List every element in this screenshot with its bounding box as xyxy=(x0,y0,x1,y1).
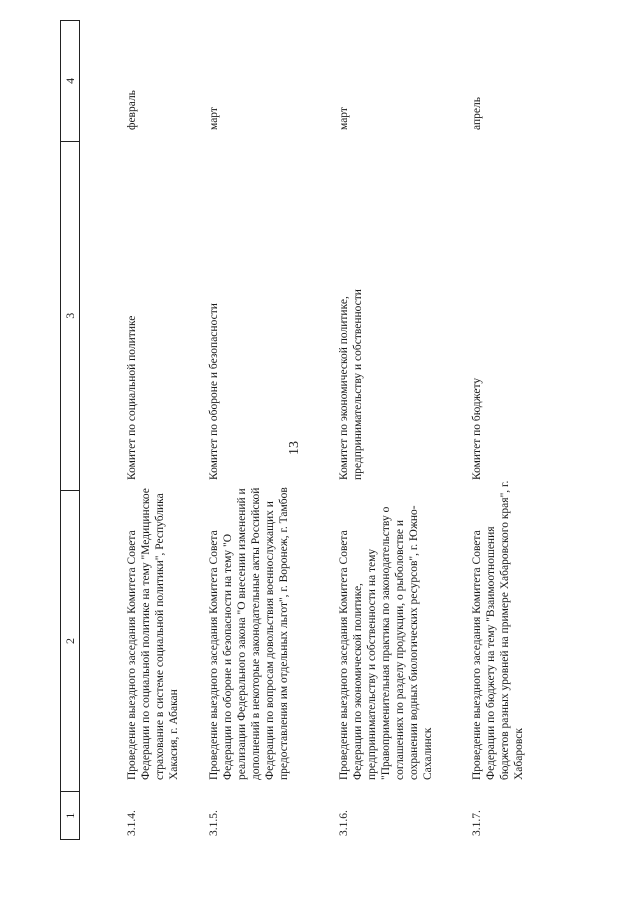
item-number: 3.1.5. xyxy=(208,810,220,836)
page-number: 13 xyxy=(287,441,302,455)
item-number: 3.1.6. xyxy=(338,810,350,836)
column-header-4: 4 xyxy=(63,77,77,84)
table-header xyxy=(60,20,80,840)
item-number: 3.1.4. xyxy=(126,810,138,836)
item-month: март xyxy=(338,107,350,130)
item-description: Проведение выездного заседания Комитета Совета Федерации по социальной политике на тему "Медицинское страхование в системе социальной политики", Республика Хакасия, г. Абакан xyxy=(126,488,180,780)
item-committee: Комитет по обороне и безопасности xyxy=(208,303,220,480)
column-header-1: 1 xyxy=(61,791,79,839)
column-header-2: 2 xyxy=(61,490,79,791)
item-month: февраль xyxy=(126,90,138,130)
item-committee: Комитет по социальной политике xyxy=(126,315,138,480)
item-description: Проведение выездного заседания Комитета Совета Федерации по экономической политике, предпринимательству и собственности на тему "Правоприменительная практика по законодательству о соглашениях по разделу продукции, о рыболовстве и сохранении водных биологических ресурсов", г. Южно-Сахалинск xyxy=(338,505,434,780)
item-description: Проведение выездного заседания Комитета Совета Федерации по бюджету на тему "Взаимоотношения бюджетов разных уровней на примере Хабаровского края", г. Хабаровск xyxy=(471,480,525,780)
item-month: март xyxy=(208,107,220,130)
item-committee: Комитет по экономической политике, предпринимательству и собственности xyxy=(338,289,364,480)
item-description: Проведение выездного заседания Комитета Совета Федерации по обороне и безопасности на тему "О реализации Федерального закона "О внесении изменений и дополнений в некоторые законодательные акты Российской Федерации по вопросам довольствия военнослужащих и предоставления им отдельных льгот", г. Воронеж, г. Тамбов xyxy=(208,487,290,780)
rotated-table xyxy=(60,20,580,840)
item-number: 3.1.7. xyxy=(471,810,483,836)
item-committee: Комитет по бюджету xyxy=(471,377,483,480)
item-month: апрель xyxy=(471,97,483,130)
column-header-3: 3 xyxy=(61,141,79,490)
